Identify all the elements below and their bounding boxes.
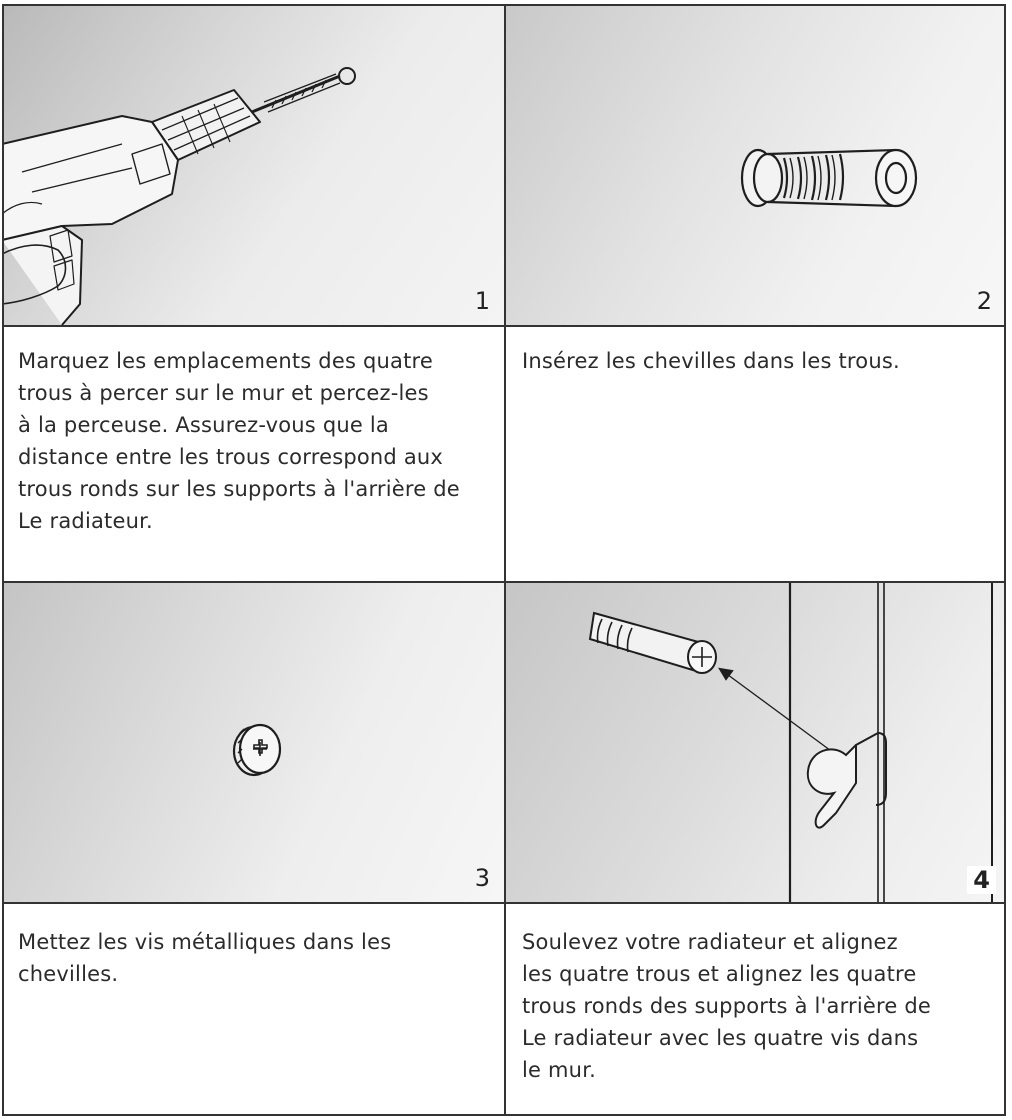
step-1-text-cell (2, 327, 504, 581)
step-1-description: Marquez les emplacements des quatre trous à percer sur le mur et percez-les à la perceuse. Assurez-vous que la distance entre les trous correspond aux trous ronds sur les supports à l'arrière de Le radiateur. (18, 349, 460, 533)
step-number: 2 (976, 287, 992, 315)
step-number: 3 (474, 864, 490, 892)
step-3-description: Mettez les vis métalliques dans les chevilles. (18, 930, 392, 986)
drill-drawing (2, 4, 504, 325)
screw-head-drawing (2, 583, 504, 902)
border-right (1004, 4, 1006, 1116)
step-2-text-cell (506, 327, 1006, 581)
step-2-illustration (506, 4, 1006, 325)
step-4-illustration (506, 583, 1006, 902)
step-4-text-cell (506, 904, 1006, 1116)
bracket-alignment-drawing (506, 583, 1006, 902)
column-divider (504, 4, 506, 1116)
instruction-grid (2, 4, 1006, 1116)
step-3-illustration (2, 583, 504, 902)
step-4-description: Soulevez votre radiateur et alignez les quatre trous et alignez les quatre trous ronds des supports à l'arrière de Le radiateur avec les quatre vis dans le mur. (522, 930, 932, 1082)
wall-plug-drawing (506, 4, 1006, 325)
step-3-text-cell (2, 904, 504, 1116)
step-1-illustration (2, 4, 504, 325)
step-number: 1 (474, 287, 490, 315)
border-left (2, 4, 4, 1116)
step-number: 4 (967, 866, 996, 894)
step-2-description: Insérez les chevilles dans les trous. (522, 349, 900, 373)
